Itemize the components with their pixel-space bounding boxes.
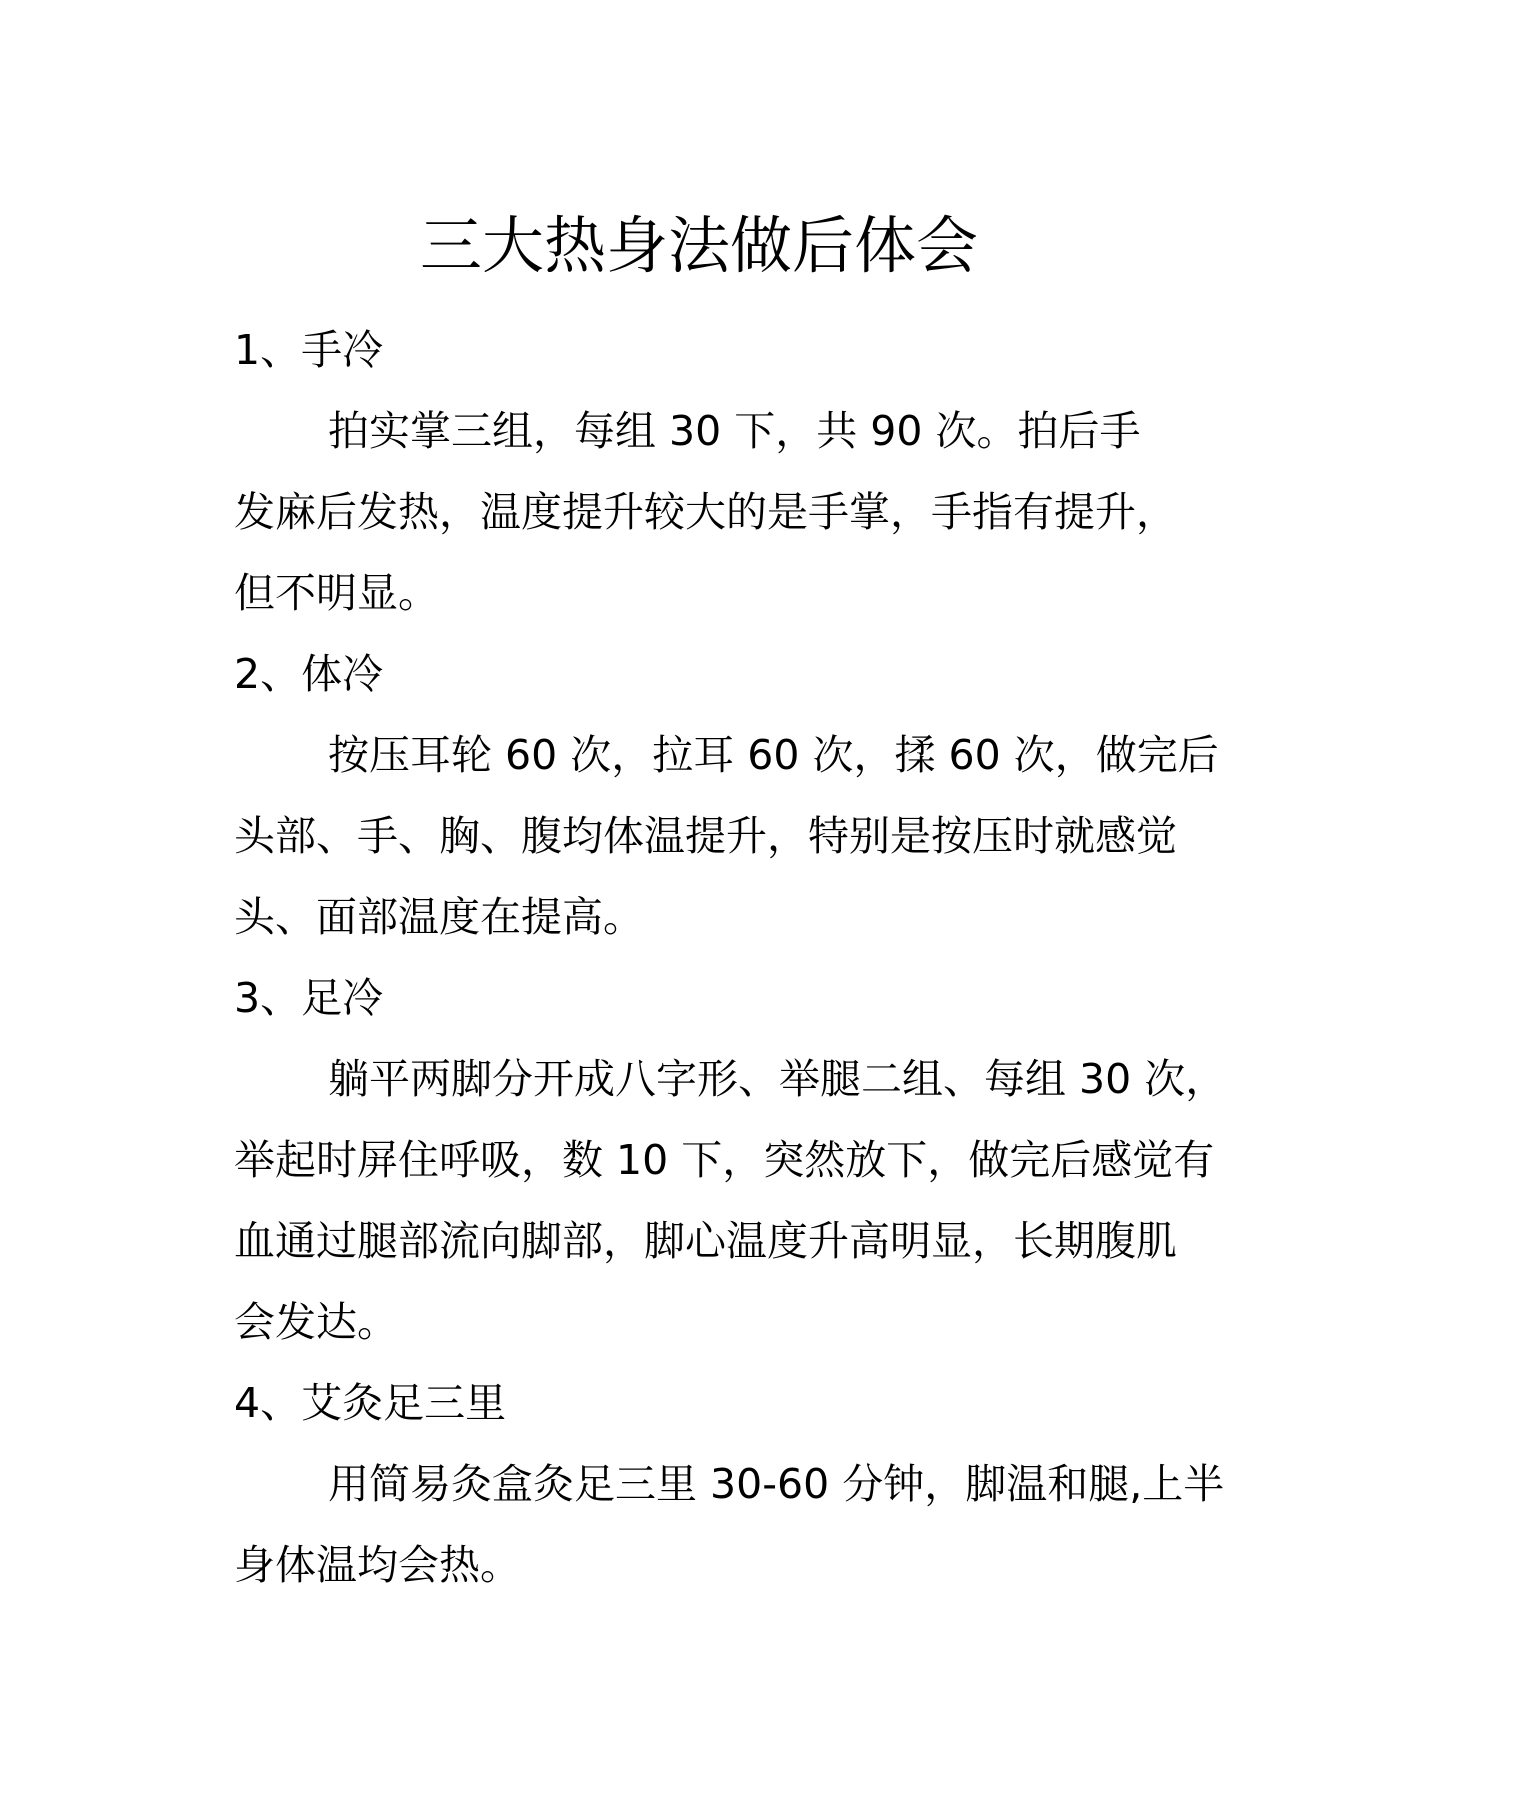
paragraph-line: 血通过腿部流向脚部，脚心温度升高明显，长期腹肌 xyxy=(234,1217,1177,1265)
paragraph-line: 按压耳轮 60 次，拉耳 60 次，揉 60 次，做完后 xyxy=(328,731,1219,779)
paragraph-line: 但不明显。 xyxy=(234,569,439,617)
paragraph-line: 拍实掌三组，每组 30 下，共 90 次。拍后手 xyxy=(328,407,1141,455)
paragraph-line: 会发达。 xyxy=(234,1298,398,1346)
document-body xyxy=(234,310,1314,1606)
paragraph-line: 身体温均会热。 xyxy=(234,1541,521,1589)
paragraph-line: 头、面部温度在提高。 xyxy=(234,893,644,941)
section-heading-4: 4、艾灸足三里 xyxy=(234,1379,507,1427)
section-paragraph-1 xyxy=(234,391,1314,634)
paragraph-line: 用简易灸盒灸足三里 30-60 分钟，脚温和腿,上半 xyxy=(328,1460,1225,1508)
paragraph-line: 头部、手、胸、腹均体温提升，特别是按压时就感觉 xyxy=(234,812,1177,860)
section-paragraph-2 xyxy=(234,715,1314,958)
paragraph-line: 发麻后发热，温度提升较大的是手掌，手指有提升， xyxy=(234,488,1177,536)
paragraph-line: 举起时屏住呼吸，数 10 下，突然放下，做完后感觉有 xyxy=(234,1136,1215,1184)
document-title: 三大热身法做后体会 xyxy=(420,209,979,282)
section-paragraph-4 xyxy=(234,1444,1314,1606)
paragraph-line: 躺平两脚分开成八字形、举腿二组、每组 30 次， xyxy=(328,1055,1227,1103)
section-heading-2: 2、体冷 xyxy=(234,650,384,698)
section-heading-3: 3、足冷 xyxy=(234,974,384,1022)
section-paragraph-3 xyxy=(234,1039,1314,1363)
section-heading-1: 1、手冷 xyxy=(234,326,384,374)
